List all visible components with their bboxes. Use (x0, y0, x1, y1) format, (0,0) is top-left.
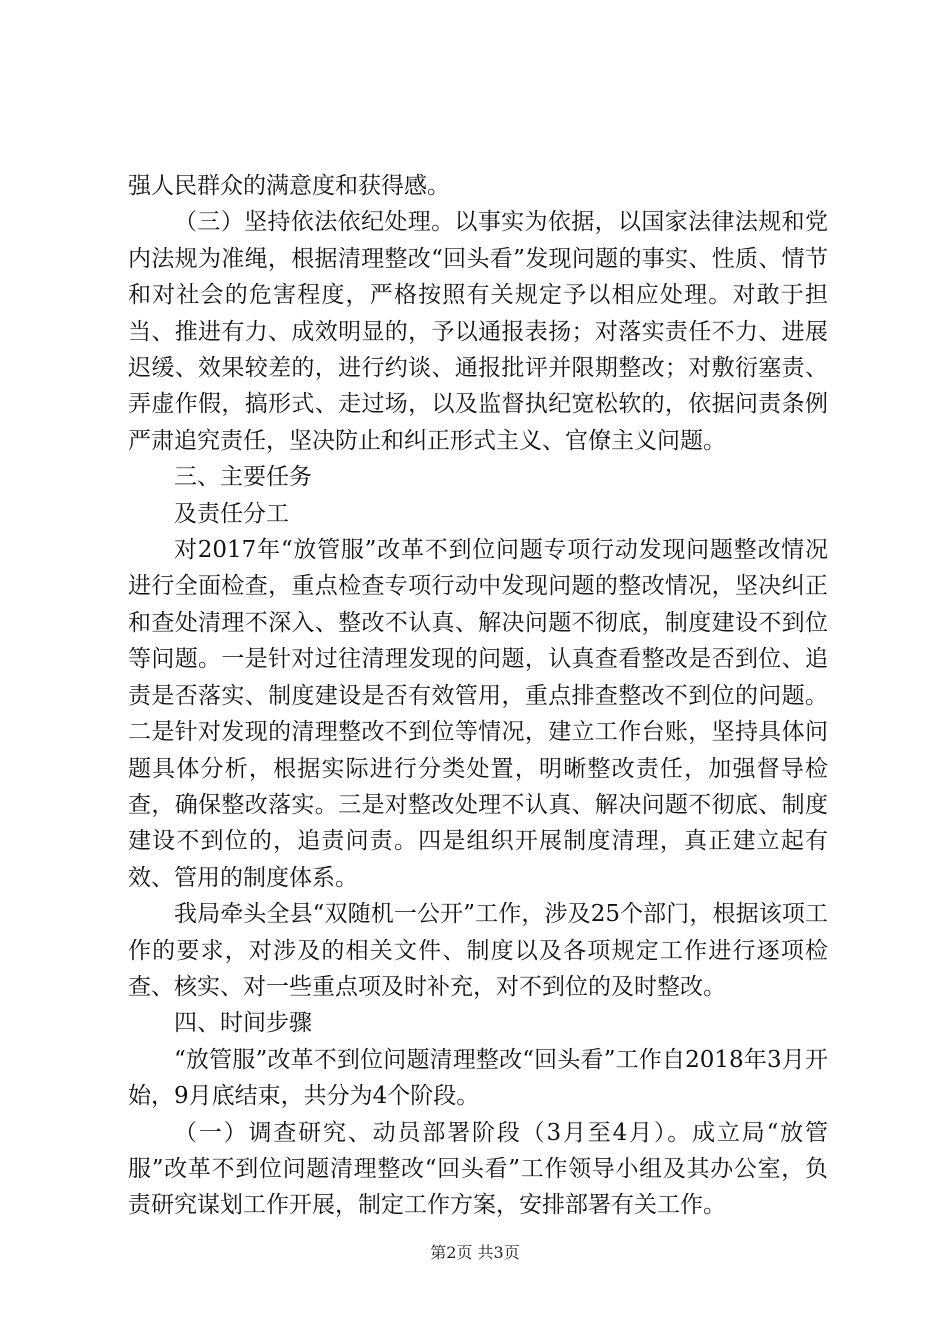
page-footer: 第2页 共3页 (430, 1243, 520, 1262)
paragraph-principle-three: （三）坚持依法依纪处理。以事实为依据，以国家法律法规和党内法规为准绳，根据清理整改“回头看”发现问题的事实、性质、情节和对社会的危害程度，严格按照有关规定予以相应处理。对敢于担当、推进有力、成效明显的，予以通报表扬；对落实责任不力、进展迟缓、效果较差的，进行约谈、通报批评并限期整改；对敷衍塞责、弄虚作假，搞形式、走过场，以及监督执纪宽松软的，依据问责条例严肃追究责任，坚决防止和纠正形式主义、官僚主义问题。 (128, 209, 828, 454)
paragraph-continuation: 强人民群众的满意度和获得感。 (128, 173, 450, 199)
paragraph-tasks: 对2017年“放管服”改革不到位问题专项行动发现问题整改情况进行全面检查，重点检查专项行动中发现问题的整改情况，坚决纠正和查处清理不深入、整改不认真、解决问题不彻底，制度建设不到位等问题。一是针对过往清理发现的问题，认真查看整改是否到位、追责是否落实、制度建设是否有效管用，重点排查整改不到位的问题。二是针对发现的清理整改不到位等情况，建立工作台账，坚持具体问题具体分析，根据实际进行分类处置，明晰整改责任，加强督导检查，确保整改落实。三是对整改处理不认真、解决问题不彻底、制度建设不到位的，追责问责。四是组织开展制度清理，真正建立起有效、管用的制度体系。 (128, 537, 828, 891)
paragraph-bureau-lead: 我局牵头全县“双随机一公开”工作，涉及25个部门，根据该项工作的要求，对涉及的相关文件、制度以及各项规定工作进行逐项检查、核实、对一些重点项及时补充，对不到位的及时整改。 (128, 901, 828, 1000)
section-heading-responsibility: 及责任分工 (174, 500, 289, 527)
section-heading-time-steps: 四、时间步骤 (174, 1010, 312, 1037)
paragraph-schedule: “放管服”改革不到位问题清理整改“回头看”工作自2018年3月开始，9月底结束，共分为4个阶段。 (128, 1046, 828, 1110)
paragraph-phase-one: （一）调查研究、动员部署阶段（3月至4月）。成立局“放管服”改革不到位问题清理整改“回头看”工作领导小组及其办公室，负责研究谋划工作开展，制定工作方案，安排部署有关工作。 (128, 1119, 828, 1219)
section-heading-main-tasks: 三、主要任务 (174, 464, 312, 491)
document-body (128, 168, 828, 1224)
